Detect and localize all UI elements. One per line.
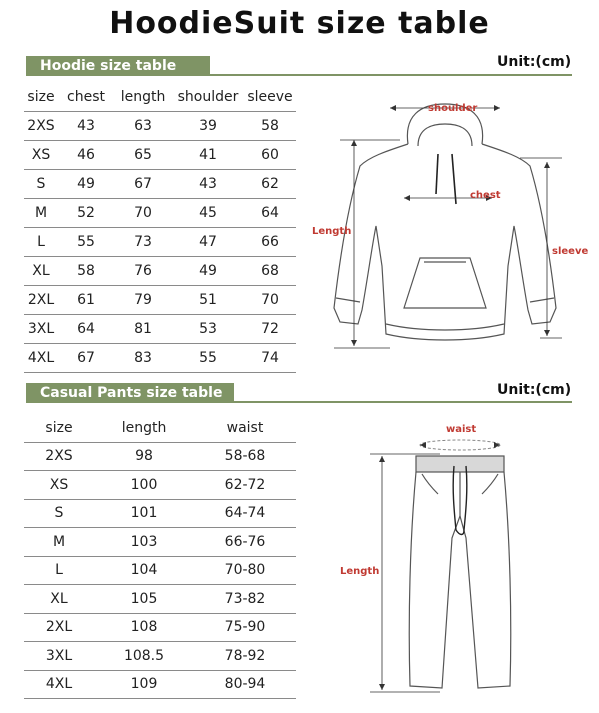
table-cell: M — [52, 533, 66, 550]
table-row — [24, 112, 296, 141]
table-cell: 4XL — [27, 350, 55, 366]
table-row — [24, 442, 296, 471]
table-cell: 4XL — [45, 676, 73, 693]
table-cell: XL — [50, 590, 68, 607]
table-cell: 76 — [134, 263, 152, 279]
header-cell: waist — [226, 419, 264, 436]
pants-section-title: Casual Pants size table — [26, 383, 234, 403]
table-cell: 70 — [261, 292, 279, 308]
table-header-row — [24, 83, 296, 112]
header-cell: sleeve — [247, 89, 293, 105]
table-cell: 80-94 — [224, 676, 266, 693]
table-row — [24, 344, 296, 373]
hoodie-section-title: Hoodie size table — [26, 56, 210, 76]
table-cell: 47 — [199, 234, 217, 250]
table-cell: 39 — [199, 118, 217, 134]
table-cell: 81 — [134, 321, 152, 337]
table-row — [24, 170, 296, 199]
table-row — [24, 257, 296, 286]
shoulder-label: shoulder — [428, 103, 478, 114]
table-cell: 55 — [199, 350, 217, 366]
table-row — [24, 642, 296, 671]
table-cell: 64 — [77, 321, 95, 337]
table-row — [24, 199, 296, 228]
table-cell: 67 — [77, 350, 95, 366]
table-cell: 43 — [199, 176, 217, 192]
table-cell: XS — [49, 476, 69, 493]
table-row — [24, 315, 296, 344]
table-cell: 2XS — [27, 118, 55, 134]
header-cell: size — [45, 419, 73, 436]
table-row — [24, 528, 296, 557]
table-cell: 55 — [77, 234, 95, 250]
table-cell: 98 — [135, 448, 153, 465]
table-cell: 72 — [261, 321, 279, 337]
table-cell: 3XL — [45, 647, 73, 664]
table-cell: 79 — [134, 292, 152, 308]
table-cell: 41 — [199, 147, 217, 163]
table-cell: 49 — [199, 263, 217, 279]
table-cell: XS — [31, 147, 51, 163]
hoodie-diagram — [300, 86, 590, 356]
table-cell: 78-92 — [224, 647, 266, 664]
table-cell: 75-90 — [224, 619, 266, 636]
table-cell: XL — [32, 263, 50, 279]
table-cell: 46 — [77, 147, 95, 163]
table-cell: 74 — [261, 350, 279, 366]
waist-label: waist — [446, 424, 477, 435]
sleeve-label: sleeve — [552, 246, 589, 257]
table-cell: 104 — [130, 562, 158, 579]
table-row — [24, 499, 296, 528]
header-cell: length — [121, 419, 167, 436]
table-cell: 45 — [199, 205, 217, 221]
table-cell: 64 — [261, 205, 279, 221]
pants-section-rule — [26, 401, 572, 403]
table-cell: L — [55, 562, 63, 579]
table-cell: L — [37, 234, 45, 250]
hoodie-unit: Unit:(cm) — [497, 54, 572, 70]
table-cell: 51 — [199, 292, 217, 308]
table-row — [24, 585, 296, 614]
table-cell: 109 — [130, 676, 158, 693]
table-row — [24, 556, 296, 585]
table-cell: 101 — [130, 505, 158, 522]
table-cell: 2XS — [45, 448, 73, 465]
table-cell: 58 — [77, 263, 95, 279]
table-cell: 2XL — [27, 292, 55, 308]
table-cell: 61 — [77, 292, 95, 308]
pants-size-table — [24, 414, 296, 699]
table-cell: 53 — [199, 321, 217, 337]
table-cell: S — [54, 505, 64, 522]
hoodie-section-rule — [26, 74, 572, 76]
hoodie-size-table — [24, 83, 296, 373]
pants-length-label: Length — [340, 566, 380, 577]
header-cell: chest — [67, 89, 105, 105]
table-row — [24, 613, 296, 642]
pants-unit: Unit:(cm) — [497, 382, 572, 398]
table-cell: 64-74 — [224, 505, 266, 522]
table-cell: 83 — [134, 350, 152, 366]
table-cell: 62-72 — [224, 476, 266, 493]
table-cell: 70 — [134, 205, 152, 221]
table-row — [24, 228, 296, 257]
table-cell: 63 — [134, 118, 152, 134]
table-cell: 73 — [134, 234, 152, 250]
header-cell: size — [27, 89, 55, 105]
table-cell: 73-82 — [224, 590, 266, 607]
table-cell: 65 — [134, 147, 152, 163]
table-cell: 108.5 — [123, 647, 165, 664]
table-cell: 67 — [134, 176, 152, 192]
table-row — [24, 141, 296, 170]
table-cell: 58 — [261, 118, 279, 134]
table-cell: 70-80 — [224, 562, 266, 579]
table-cell: 2XL — [45, 619, 73, 636]
chest-label: chest — [470, 190, 501, 201]
length-label: Length — [312, 226, 352, 237]
table-cell: 62 — [261, 176, 279, 192]
table-header-row — [24, 414, 296, 442]
table-cell: 60 — [261, 147, 279, 163]
table-cell: S — [36, 176, 46, 192]
table-cell: 108 — [130, 619, 158, 636]
header-cell: shoulder — [177, 89, 239, 105]
page-title: HoodieSuit size table — [109, 6, 490, 41]
table-row — [24, 286, 296, 315]
table-row — [24, 471, 296, 500]
table-cell: 52 — [77, 205, 95, 221]
table-cell: 103 — [130, 533, 158, 550]
table-cell: 105 — [130, 590, 158, 607]
table-cell: M — [34, 205, 48, 221]
table-row — [24, 670, 296, 699]
header-cell: length — [120, 89, 166, 105]
table-cell: 43 — [77, 118, 95, 134]
table-cell: 100 — [130, 476, 158, 493]
table-cell: 49 — [77, 176, 95, 192]
table-cell: 68 — [261, 263, 279, 279]
table-cell: 66 — [261, 234, 279, 250]
pants-diagram — [330, 418, 570, 703]
table-cell: 58-68 — [224, 448, 266, 465]
table-cell: 3XL — [27, 321, 55, 337]
table-cell: 66-76 — [224, 533, 266, 550]
